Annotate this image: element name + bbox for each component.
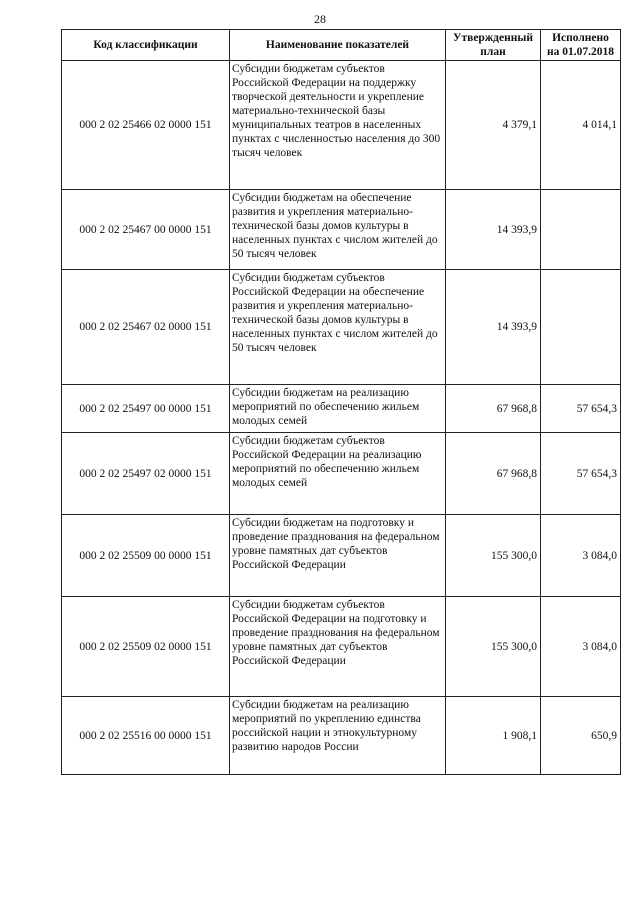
row-name: Субсидии бюджетам на обеспечение развития и укрепления материально-технической базы домов культуры в населенных пунктах с числом жителей до 50 тысяч человек xyxy=(230,190,446,270)
row-plan: 155 300,0 xyxy=(446,597,541,697)
row-name: Субсидии бюджетам субъектов Российской Федерации на поддержку творческой деятельности и укрепление материально-технической базы муниципальных театров в населенных пунктах с численностью населения до 300 тысяч человек xyxy=(230,61,446,190)
row-name: Субсидии бюджетам на реализацию мероприятий по укреплению единства российской нации и этнокультурному развитию народов России xyxy=(230,697,446,775)
row-plan: 4 379,1 xyxy=(446,61,541,190)
row-name: Субсидии бюджетам субъектов Российской Федерации на подготовку и проведение празднования на федеральном уровне памятных дат субъектов Российской Федерации xyxy=(230,597,446,697)
row-executed: 650,9 xyxy=(541,697,621,775)
row-code: 000 2 02 25466 02 0000 151 xyxy=(62,61,230,190)
row-plan: 67 968,8 xyxy=(446,433,541,515)
header-executed xyxy=(541,30,621,61)
row-executed: 4 014,1 xyxy=(541,61,621,190)
row-code: 000 2 02 25497 00 0000 151 xyxy=(62,385,230,433)
row-plan: 14 393,9 xyxy=(446,270,541,385)
row-plan: 67 968,8 xyxy=(446,385,541,433)
table-row xyxy=(62,597,621,697)
row-code: 000 2 02 25497 02 0000 151 xyxy=(62,433,230,515)
header-plan-line2: план xyxy=(480,46,506,58)
row-executed: 3 084,0 xyxy=(541,515,621,597)
row-name: Субсидии бюджетам субъектов Российской Федерации на реализацию мероприятий по обеспечению жильем молодых семей xyxy=(230,433,446,515)
table-row xyxy=(62,697,621,775)
row-executed: 57 654,3 xyxy=(541,433,621,515)
row-name: Субсидии бюджетам на реализацию мероприятий по обеспечению жильем молодых семей xyxy=(230,385,446,433)
table-row xyxy=(62,190,621,270)
row-code: 000 2 02 25467 00 0000 151 xyxy=(62,190,230,270)
table-row xyxy=(62,270,621,385)
row-executed xyxy=(541,190,621,270)
row-executed: 57 654,3 xyxy=(541,385,621,433)
table-row xyxy=(62,385,621,433)
row-plan: 155 300,0 xyxy=(446,515,541,597)
row-name: Субсидии бюджетам на подготовку и проведение празднования на федеральном уровне памятных дат субъектов Российской Федерации xyxy=(230,515,446,597)
row-code: 000 2 02 25467 02 0000 151 xyxy=(62,270,230,385)
header-executed-line1: Исполнено xyxy=(552,32,609,44)
budget-table xyxy=(61,29,621,775)
page-number: 28 xyxy=(314,12,326,26)
header-executed-line2: на 01.07.2018 xyxy=(546,46,614,58)
header-code: Код классификации xyxy=(62,30,230,61)
row-code: 000 2 02 25516 00 0000 151 xyxy=(62,697,230,775)
row-code: 000 2 02 25509 02 0000 151 xyxy=(62,597,230,697)
header-name: Наименование показателей xyxy=(230,30,446,61)
row-code: 000 2 02 25509 00 0000 151 xyxy=(62,515,230,597)
table-row xyxy=(62,515,621,597)
header-plan xyxy=(446,30,541,61)
table-row xyxy=(62,433,621,515)
table-header-row xyxy=(62,30,621,61)
header-plan-line1: Утвержденный xyxy=(453,32,533,44)
row-name: Субсидии бюджетам субъектов Российской Федерации на обеспечение развития и укрепления материально-технической базы домов культуры в населенных пунктах с числом жителей до 50 тысяч человек xyxy=(230,270,446,385)
row-plan: 14 393,9 xyxy=(446,190,541,270)
row-plan: 1 908,1 xyxy=(446,697,541,775)
row-executed xyxy=(541,270,621,385)
table-row xyxy=(62,61,621,190)
row-executed: 3 084,0 xyxy=(541,597,621,697)
